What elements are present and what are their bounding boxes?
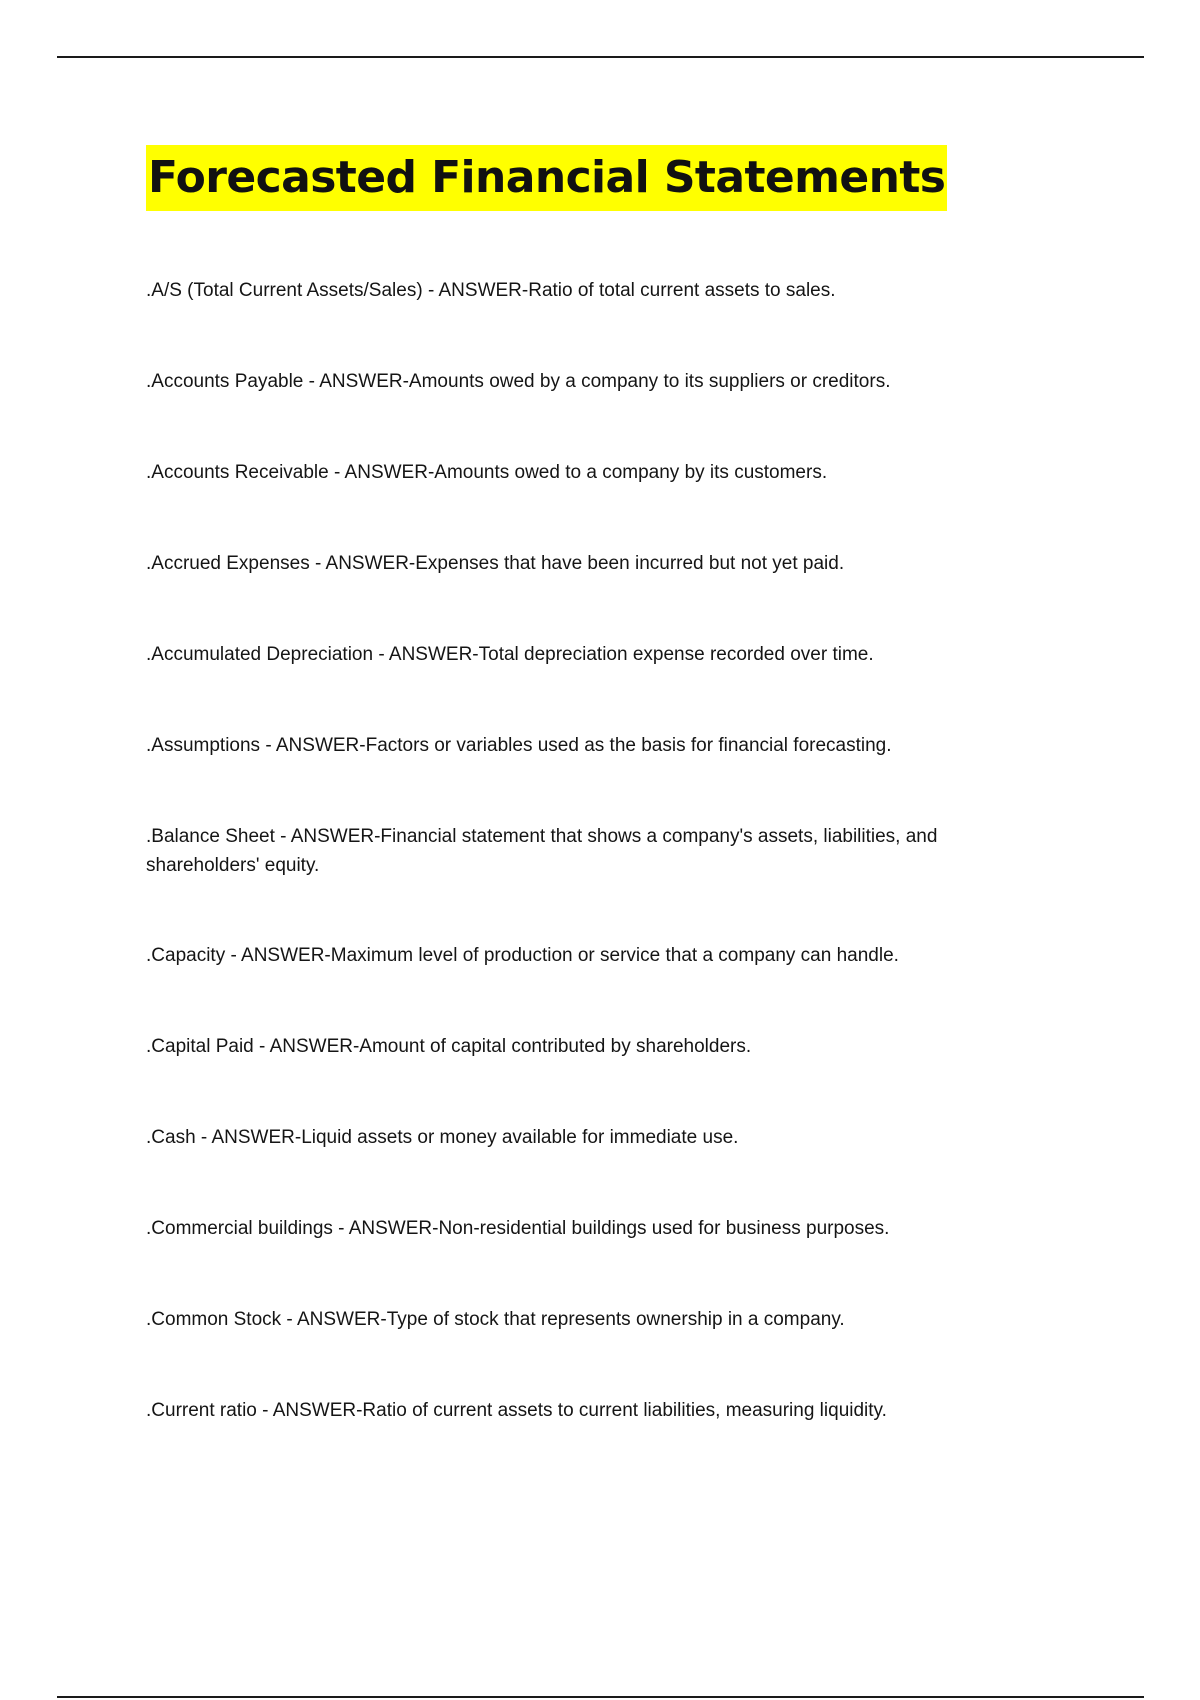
entry-current-ratio: .Current ratio - ANSWER-Ratio of current assets to current liabilities, measuring liquidity. — [146, 1400, 887, 1421]
entry-accounts-receivable: .Accounts Receivable - ANSWER-Amounts owed to a company by its customers. — [146, 462, 828, 483]
entry-accounts-payable: .Accounts Payable - ANSWER-Amounts owed by a company to its suppliers or creditors. — [146, 371, 891, 392]
entry-common-stock: .Common Stock - ANSWER-Type of stock that represents ownership in a company. — [146, 1309, 845, 1330]
entry-as-ratio: .A/S (Total Current Assets/Sales) - ANSWER-Ratio of total current assets to sales. — [146, 280, 836, 301]
entry-capacity: .Capacity - ANSWER-Maximum level of production or service that a company can handle. — [146, 945, 899, 966]
entry-accumulated-depreciation: .Accumulated Depreciation - ANSWER-Total depreciation expense recorded over time. — [146, 644, 874, 665]
entry-capital-paid: .Capital Paid - ANSWER-Amount of capital contributed by shareholders. — [146, 1036, 752, 1057]
bottom-divider — [57, 1696, 1144, 1698]
entry-commercial-buildings: .Commercial buildings - ANSWER-Non-residential buildings used for business purposes. — [146, 1218, 890, 1239]
title-highlight — [146, 145, 947, 211]
entry-cash: .Cash - ANSWER-Liquid assets or money available for immediate use. — [146, 1127, 739, 1148]
page-title: Forecasted Financial Statements — [146, 145, 947, 211]
top-divider — [57, 56, 1144, 58]
entry-accrued-expenses: .Accrued Expenses - ANSWER-Expenses that have been incurred but not yet paid. — [146, 553, 845, 574]
entry-balance-sheet: .Balance Sheet - ANSWER-Financial statement that shows a company's assets, liabilities, and shareholders' equity. — [146, 826, 938, 876]
entry-assumptions: .Assumptions - ANSWER-Factors or variables used as the basis for financial forecasting. — [146, 735, 892, 756]
